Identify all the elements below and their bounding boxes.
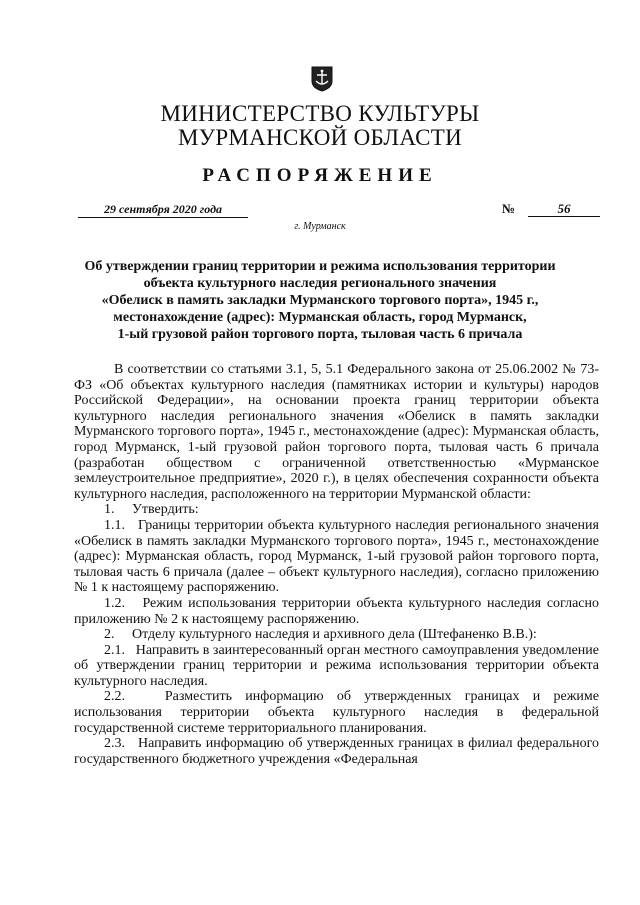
title-line-4: местонахождение (адрес): Мурманская область, город Мурманск, <box>113 310 527 325</box>
title-line-1: Об утверждении границ территории и режима использования территории <box>84 259 556 274</box>
title-line-3: «Обелиск в память закладки Мурманского торгового порта», 1945 г., <box>101 293 539 308</box>
title-line-5: 1-ый грузовой район торгового порта, тыловая часть 6 причала <box>117 327 523 342</box>
clause-2: 2. Отделу культурного наследия и архивного дела (Штефаненко В.В.): <box>104 627 537 643</box>
clause-2-2: 2.2. Разместить информацию об утвержденных границах и режиме использования территории объекта культурного наследия в федеральной государственной системе территориального планирования. <box>74 689 599 736</box>
clause-1-1: 1.1. Границы территории объекта культурного наследия регионального значения «Обелиск в память закладки Мурманского торгового порта», 1945 г., местонахождение (адрес): Мурманская область, город Мурманск, 1-ый грузовой район торгового порта, тыловая часть 6 причала (далее – объект культурного наследия), согласно приложению № 1 к настоящему распоряжению. <box>74 517 599 596</box>
clause-2-3: 2.3. Направить информацию об утвержденных границах в филиал федерального государственного бюджетного учреждения «Федеральная <box>74 736 599 767</box>
murmansk-coat-of-arms-icon <box>311 66 333 92</box>
ministry-line-2: МУРМАНСКОЙ ОБЛАСТИ <box>178 125 462 150</box>
ministry-line-1: МИНИСТЕРСТВО КУЛЬТУРЫ <box>160 101 480 126</box>
title-line-2: объекта культурного наследия регионального значения <box>143 276 497 291</box>
document-date: 29 сентября 2020 года <box>78 202 248 218</box>
document-number: 56 <box>528 201 600 217</box>
document-city: г. Мурманск <box>294 221 346 232</box>
number-label: № <box>502 201 516 216</box>
clause-2-1: 2.1. Направить в заинтересованный орган местного самоуправления уведомление об утверждении границ территории и режима использования территории объекта культурного наследия. <box>74 642 599 689</box>
document-type: РАСПОРЯЖЕНИЕ <box>202 165 438 186</box>
document-body <box>74 362 599 767</box>
clause-1-2: 1.2. Режим использования территории объекта культурного наследия согласно приложению № 2 к настоящему распоряжению. <box>74 595 599 627</box>
preamble-paragraph: В соответствии со статьями 3.1, 5, 5.1 Федерального закона от 25.06.2002 № 73-ФЗ «Об объектах культурного наследия (памятниках истории и культуры) народов Российской Федерации», на основании проекта границ территории объекта культурного наследия регионального значения «Обелиск в память закладки Мурманского торгового порта», 1945 г., местонахождение (адрес): Мурманская область, город Мурманск, 1-ый грузовой район торгового порта, тыловая часть 6 причала (разработан обществом с ограниченной ответственностью «Мурманское землеустроительное предприятие», 2020 г.), в целях обеспечения сохранности объекта культурного наследия, расположенного на территории Мурманской области: <box>74 362 599 502</box>
clause-1: 1. Утвердить: <box>104 502 199 518</box>
ministry-name <box>0 102 640 150</box>
document-title <box>60 258 580 343</box>
